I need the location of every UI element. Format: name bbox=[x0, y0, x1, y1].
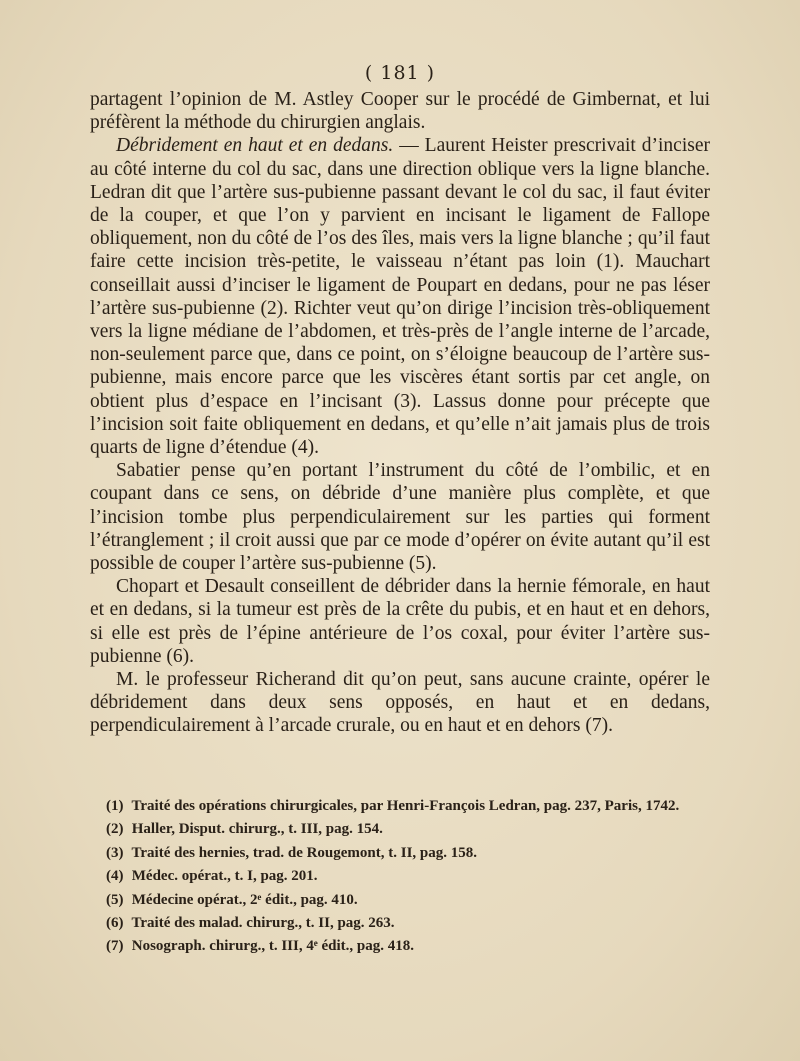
paragraph-1: partagent l’opinion de M. Astley Cooper sur le procédé de Gimbernat, et lui préfèrent la méthode du chirurgien anglais. bbox=[90, 89, 710, 134]
footnotes bbox=[106, 795, 706, 959]
paragraph-2 bbox=[90, 134, 710, 459]
footnote-text: Traité des malad. chirurg., t. II, pag. 263. bbox=[131, 915, 395, 932]
paragraph-5: M. le professeur Richerand dit qu’on peut, sans aucune crainte, opérer le débridement dans deux sens opposés, en haut et en dedans, perpendiculairement à l’arcade crurale, ou en haut et en dehors (7). bbox=[90, 669, 710, 737]
footnote-text: Traité des hernies, trad. de Rougemont, t. II, pag. 158. bbox=[131, 844, 478, 861]
footnote-text: Médecine opérat., 2ᵉ édit., pag. 410. bbox=[131, 891, 358, 908]
body-text bbox=[90, 88, 710, 738]
footnote bbox=[106, 818, 706, 841]
footnote-text: Haller, Disput. chirurg., t. III, pag. 154. bbox=[131, 821, 383, 838]
footnote-mark: (2) bbox=[106, 821, 124, 838]
footnote bbox=[106, 842, 706, 865]
paragraph-4: Chopart et Desault conseillent de débrider dans la hernie fémorale, en haut et en dedans, si la tumeur est près de la crête du pubis, et en haut et en dehors, si elle est près de l’épine antérieure de l’os coxal, pour éviter l’artère sus-pubienne (6). bbox=[90, 576, 710, 667]
footnote-text: Traité des opérations chirurgicales, par Henri-François Ledran, pag. 237, Paris, 1742. bbox=[131, 798, 680, 814]
footnote-mark: (3) bbox=[106, 844, 124, 861]
paragraph-2-text: — Laurent Heister prescrivait d’inciser au côté interne du col du sac, dans une direction oblique vers la ligne blanche. Ledran dit que l’artère sus-pubienne passant devant le col du sac, il faut éviter de la couper, et que l’on y parvient en incisant le ligament de Fallope obliquement, non du côté de l’os des îles, mais vers la ligne blanche ; qu’il faut faire cette incision très-petite, le vaisseau n’étant pas loin (1). Mauchart conseillait aussi d’inciser le ligament de Poupart en dedans, pour ne pas léser l’artère sus-pubienne (2). Richter veut qu’on dirige l’incision très-obliquement vers la ligne médiane de l’abdomen, et très-près de l’angle interne de l’arcade, non-seulement parce que, dans ce point, on s’éloigne beaucoup de l’artère sus-pubienne, mais encore parce que les viscères étant sortis par cet angle, on obtient plus d’espace en l’incisant (3). Lassus donne pour précepte que l’incision soit faite obliquement en dedans, et qu’elle n’ait jamais plus de trois quarts de ligne d’étendue (4). bbox=[90, 135, 710, 459]
footnote-text: Médec. opérat., t. I, pag. 201. bbox=[131, 868, 318, 885]
footnote-mark: (6) bbox=[106, 915, 124, 932]
paragraph-3: Sabatier pense qu’en portant l’instrument du côté de l’ombilic, et en coupant dans ce sens, on débride d’une manière plus complète, et que l’incision tombe plus perpendiculairement sur les parties qui forment l’étranglement ; il croit aussi que par ce mode d’opérer on évite autant qu’il est possible de couper l’artère sus-pubienne (5). bbox=[90, 460, 710, 575]
footnote bbox=[106, 889, 706, 912]
footnote-mark: (1) bbox=[106, 798, 124, 814]
footnote-mark: (5) bbox=[106, 891, 124, 908]
footnote-text: Nosograph. chirurg., t. III, 4ᵉ édit., pag. 418. bbox=[131, 938, 414, 955]
footnote bbox=[106, 865, 706, 888]
section-heading: Débridement en haut et en dedans. bbox=[116, 135, 394, 157]
footnote-mark: (7) bbox=[106, 938, 124, 955]
footnote-mark: (4) bbox=[106, 868, 124, 885]
page-number: ( 181 ) bbox=[364, 62, 436, 84]
footnote bbox=[106, 795, 706, 818]
footnote bbox=[106, 912, 706, 935]
footnote bbox=[106, 935, 706, 958]
